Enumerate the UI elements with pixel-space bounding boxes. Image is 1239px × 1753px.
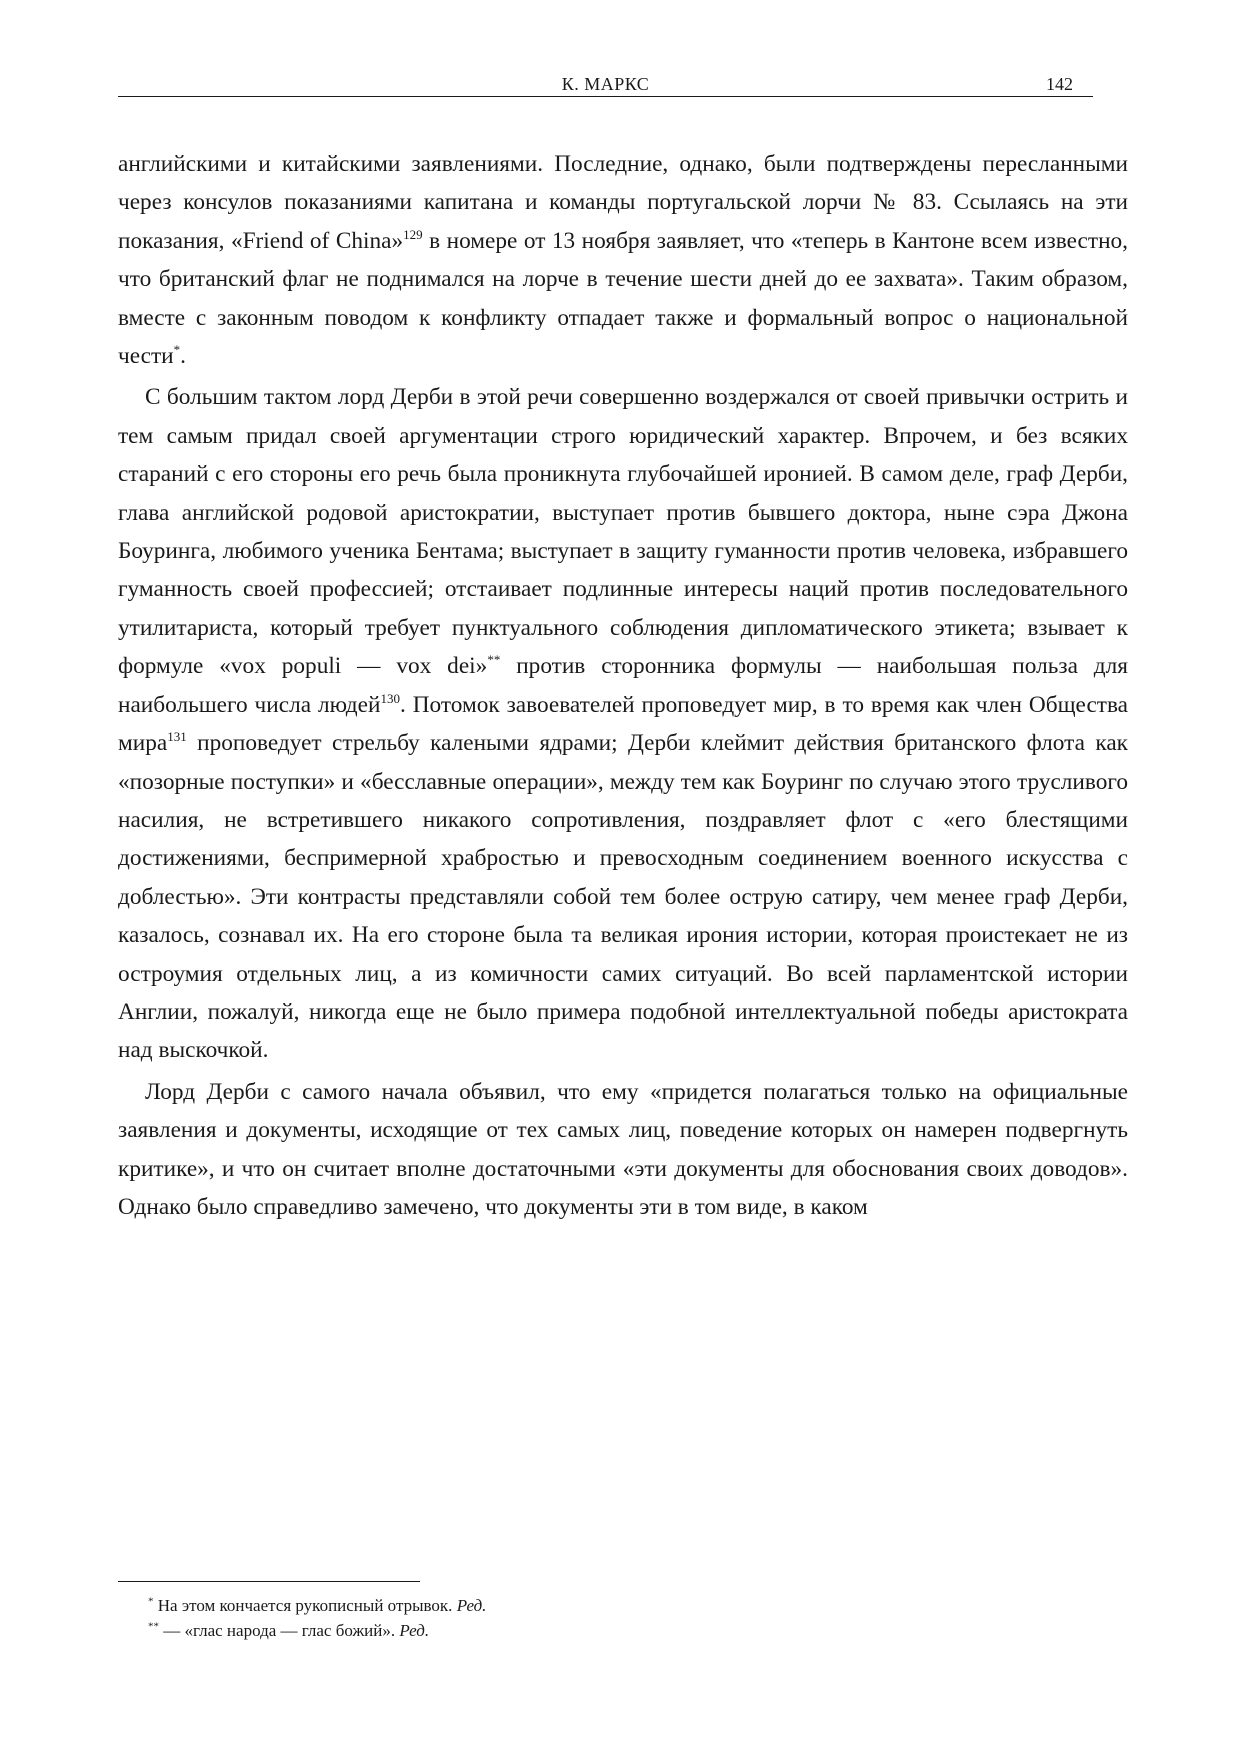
footnotes: [148, 1593, 1048, 1643]
running-header-author: К. МАРКС: [561, 74, 650, 94]
paragraph-2-text-a: С большим тактом лорд Дерби в этой речи совершенно воздержался от своей привычки острить и тем самым придал своей аргументации строго юридический характер. Впрочем, и без всяких стараний с его стороны его речь была проникнута глубочайшей иронией. В самом деле, граф Дерби, глава английской родовой аристократии, выступает против бывшего доктора, ныне сэра Джона Боуринга, любимого ученика Бентама; выступает в защиту гуманности против человека, избравшего гуманность своей профессией; отстаивает подлинные интересы наций против последовательного утилитариста, который требует пунктуального соблюдения дипломатического этикета; взывает к формуле «vox populi — vox dei»: [118, 384, 1128, 680]
paragraph-2: [118, 378, 1128, 1069]
footnote-marker-1: *: [173, 342, 181, 358]
footnote-1-text: На этом кончается рукописный отрывок.: [153, 1596, 457, 1615]
paragraph-1-text-c: .: [180, 343, 186, 370]
paragraph-1-text-a: английскими и китайскими заявлениями. Последние, однако, были подтверждены пересланными через консулов показаниями капитана и команды португальской лорчи № 83. Ссылаясь на эти показания, «Friend of China»: [118, 151, 1128, 254]
footnote-1: [148, 1593, 1048, 1618]
footnote-marker-2: **: [487, 652, 501, 668]
reference-131: 131: [167, 729, 187, 745]
reference-129: 129: [403, 227, 423, 243]
paragraph-2-text-d: проповедует стрельбу калеными ядрами; Дерби клеймит действия британского флота как «позорные поступки» и «бесславные операции», между тем как Боуринг по случаю этого трусливого насилия, не встретившего никакого сопротивления, поздравляет флот с «его блестящими достижениями, беспримерной храбростью и превосходным соединением военного искусства с доблестью». Эти контрасты представляли собой тем более острую сатиру, чем менее граф Дерби, казалось, сознавал их. На его стороне была та великая ирония истории, которая проистекает не из остроумия отдельных лиц, а из комичности самих ситуаций. Во всей парламентской истории Англии, пожалуй, никогда еще не было примера подобной интеллектуальной победы аристократа над выскочкой.: [118, 730, 1128, 1064]
paragraph-2-text-c: . Потомок завоевателей проповедует мир, в то время как член Общества мира: [118, 691, 1128, 757]
footnote-1-editor: Ред.: [456, 1596, 487, 1615]
footnote-separator: [118, 1581, 420, 1582]
footnote-2: [148, 1618, 1048, 1643]
running-header: [118, 72, 1093, 97]
reference-130: 130: [380, 690, 400, 706]
main-text: [118, 145, 1128, 1229]
footnote-2-text: — «глас народа — глас божий».: [159, 1621, 400, 1640]
paragraph-3: [118, 1073, 1128, 1227]
paragraph-3-text-a: Лорд Дерби с самого начала объявил, что ему «придется полагаться только на официальные заявления и документы, исходящие от тех самых лиц, поведение которых он намерен подвергнуть критике», и что он считает вполне достаточными «эти документы для обоснования своих доводов». Однако было справедливо замечено, что документы эти в том виде, в каком: [118, 1078, 1128, 1220]
page-number: 142: [1046, 74, 1073, 94]
paragraph-1-text-b: в номере от 13 ноября заявляет, что «теперь в Кантоне всем известно, что британский флаг не поднимался на лорче в течение шести дней до ее захвата». Таким образом, вместе с законным поводом к конфликту отпадает также и формальный вопрос о национальной чести: [118, 227, 1129, 370]
paragraph-1: [118, 145, 1128, 375]
paragraph-2-text-b: против сторонника формулы — наибольшая польза для наибольшего числа людей: [118, 653, 1128, 718]
footnote-1-mark: *: [148, 1595, 154, 1608]
footnote-2-mark: **: [148, 1620, 159, 1633]
footnote-2-editor: Ред.: [399, 1621, 430, 1640]
